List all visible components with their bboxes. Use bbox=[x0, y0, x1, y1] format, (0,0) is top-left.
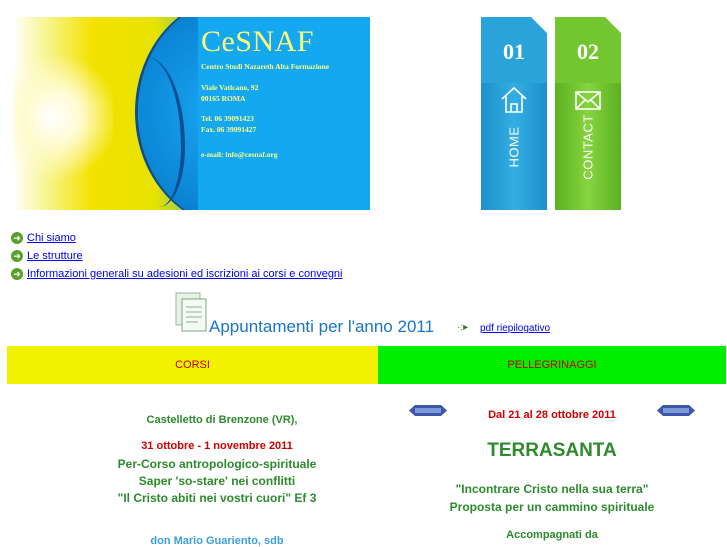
pellegrinaggi-destination: TERRASANTA bbox=[487, 440, 617, 461]
link-list bbox=[11, 229, 343, 283]
arrow-icon: ➜ bbox=[11, 232, 23, 244]
appointments-title: Appuntamenti per l'anno 2011 bbox=[209, 317, 435, 336]
pellegrinaggi-line2: Proposta per un cammino spirituale bbox=[449, 500, 655, 514]
corner-fold bbox=[531, 17, 547, 33]
sun-glow bbox=[13, 47, 113, 187]
corsi-title-line1: Per-Corso antropologico-spirituale bbox=[117, 457, 317, 471]
envelope-icon bbox=[573, 85, 603, 115]
corsi-location: Castelletto di Brenzone (VR), bbox=[146, 414, 298, 426]
pellegrinaggi-dates: Dal 21 al 28 ottobre 2011 bbox=[488, 409, 616, 421]
banner-address-city: 00165 ROMA bbox=[201, 94, 246, 103]
link-informazioni[interactable] bbox=[11, 265, 343, 283]
nav-home-label: HOME bbox=[506, 126, 522, 168]
banner-subtitle: Centro Studi Nazareth Alta Formazione bbox=[201, 62, 330, 71]
pellegrinaggi-line1: "Incontrare Cristo nella sua terra" bbox=[455, 482, 649, 496]
corner-fold bbox=[605, 17, 621, 33]
banner-tel: Tel. 06 39091423 bbox=[201, 114, 254, 123]
arrow-icon: ➜ bbox=[11, 250, 23, 262]
banner-fax: Fax. 06 39091427 bbox=[201, 125, 257, 134]
banner-email: e-mail: info@cesnaf.org bbox=[201, 150, 278, 159]
corsi-speaker: don Mario Guariento, sdb bbox=[150, 535, 284, 547]
cesnaf-banner bbox=[13, 17, 370, 210]
arrow-icon: ➜ bbox=[11, 268, 23, 280]
nav-home[interactable] bbox=[481, 17, 547, 210]
banner-title: CeSNAF bbox=[201, 25, 315, 58]
corsi-title-line2: Saper 'so-stare' nei conflitti bbox=[138, 474, 296, 488]
house-icon bbox=[499, 85, 529, 115]
corsi-title-line3: "Il Cristo abiti nei vostri cuori" Ef 3 bbox=[117, 491, 317, 505]
dotted-arrow-icon: ·:▸ bbox=[457, 322, 469, 333]
link-informazioni-label[interactable]: Informazioni generali su adesioni ed iscrizioni ai corsi e convegni bbox=[27, 268, 343, 280]
corsi-header: CORSI bbox=[7, 346, 378, 384]
link-le-strutture[interactable] bbox=[11, 247, 343, 265]
pellegrinaggi-accompany: Accompagnati da bbox=[506, 529, 598, 541]
link-chi-siamo-label[interactable]: Chi siamo bbox=[27, 232, 76, 244]
corsi-dates: 31 ottobre - 1 novembre 2011 bbox=[141, 440, 293, 452]
nav-contact[interactable] bbox=[555, 17, 621, 210]
nav-home-number: 01 bbox=[481, 17, 547, 83]
nav-contact-label: CONTACT bbox=[580, 114, 596, 180]
pellegrinaggi-header: PELLEGRINAGGI bbox=[378, 346, 726, 384]
document-icon bbox=[174, 291, 208, 333]
pdf-summary-link[interactable]: pdf riepilogativo bbox=[480, 323, 551, 334]
link-le-strutture-label[interactable]: Le strutture bbox=[27, 250, 83, 262]
banner-address-street: Viale Vaticano, 92 bbox=[201, 83, 259, 92]
link-chi-siamo[interactable] bbox=[11, 229, 343, 247]
nav-contact-number: 02 bbox=[555, 17, 621, 83]
